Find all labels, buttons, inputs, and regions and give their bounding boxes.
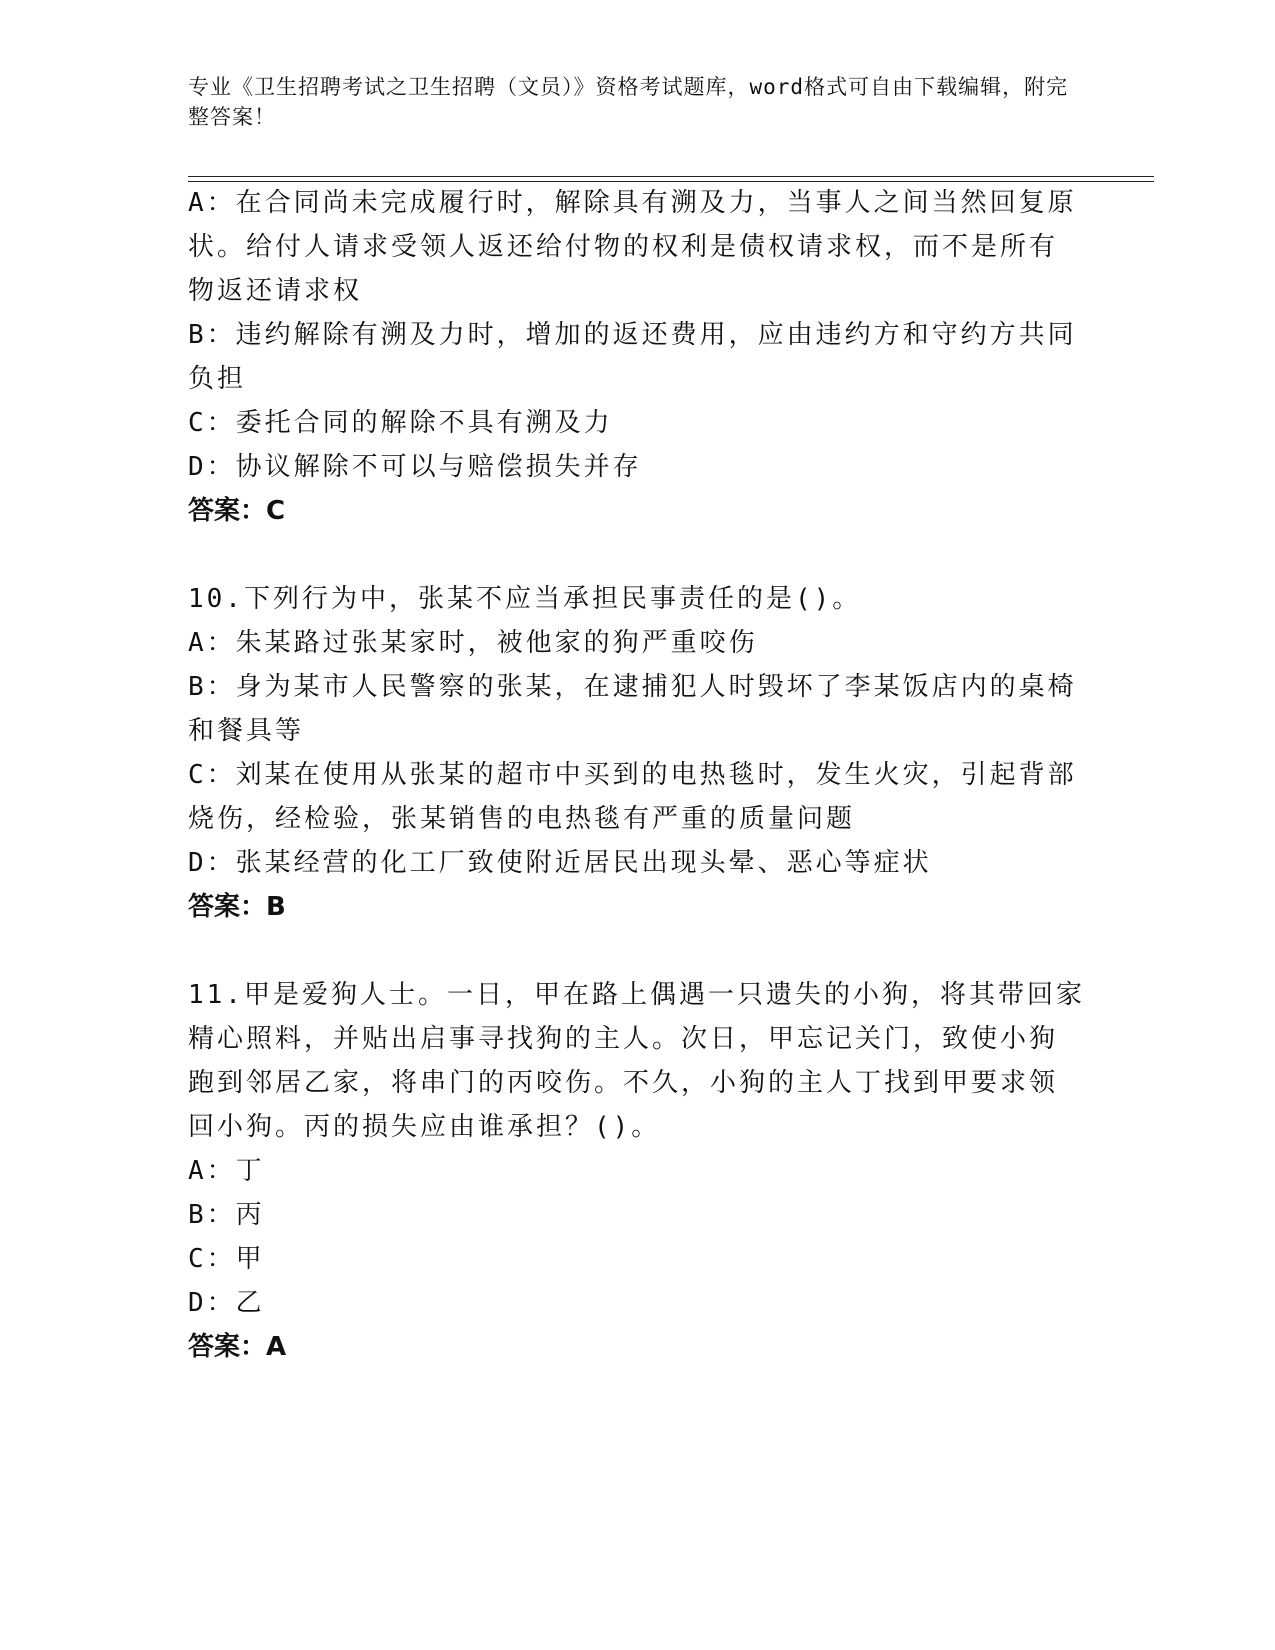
q11-stem-line1: 11.甲是爱狗人士。一日，甲在路上偶遇一只遗失的小狗，将其带回家	[188, 980, 1085, 1010]
q10-option-c-line1: C：刘某在使用从张某的超市中买到的电热毯时，发生火灾，引起背部	[188, 760, 1077, 790]
q10-option-c-line2: 烧伤，经检验，张某销售的电热毯有严重的质量问题	[188, 804, 856, 834]
q10-option-d: D：张某经营的化工厂致使附近居民出现头晕、恶心等症状	[188, 848, 932, 878]
q10-option-a: A：朱某路过张某家时，被他家的狗严重咬伤	[188, 628, 758, 658]
q9-option-b-line1: B：违约解除有溯及力时，增加的返还费用，应由违约方和守约方共同	[188, 320, 1077, 350]
q11-stem-line4: 回小狗。丙的损失应由谁承担？()。	[188, 1112, 661, 1142]
q11-option-d: D：乙	[188, 1288, 265, 1318]
q9-option-d: D：协议解除不可以与赔偿损失并存	[188, 452, 642, 482]
q11-option-a: A：丁	[188, 1156, 265, 1186]
header-divider-top	[188, 176, 1154, 177]
q9-answer: 答案：C	[188, 496, 286, 526]
q9-option-a-line1: A：在合同尚未完成履行时，解除具有溯及力，当事人之间当然回复原	[188, 188, 1077, 218]
q9-option-a-line3: 物返还请求权	[188, 276, 363, 306]
q9-option-b-line2: 负担	[188, 364, 247, 394]
q10-stem: 10.下列行为中，张某不应当承担民事责任的是()。	[188, 584, 862, 614]
q11-answer: 答案：A	[188, 1332, 287, 1362]
q9-option-a-line2: 状。给付人请求受领人返还给付物的权利是债权请求权，而不是所有	[188, 232, 1059, 262]
q11-stem-line3: 跑到邻居乙家，将串门的丙咬伤。不久，小狗的主人丁找到甲要求领	[188, 1068, 1059, 1098]
q11-option-c: C：甲	[188, 1244, 265, 1274]
q9-option-c: C：委托合同的解除不具有溯及力	[188, 408, 613, 438]
q10-option-b-line2: 和餐具等	[188, 716, 305, 746]
header-divider-bottom	[188, 181, 1154, 182]
q10-answer: 答案：B	[188, 892, 286, 922]
q11-stem-line2: 精心照料，并贴出启事寻找狗的主人。次日，甲忘记关门，致使小狗	[188, 1024, 1059, 1054]
document-header: 专业《卫生招聘考试之卫生招聘（文员）》资格考试题库，word格式可自由下载编辑，附完整答案！	[188, 75, 1069, 129]
q11-option-b: B：丙	[188, 1200, 265, 1230]
q10-option-b-line1: B：身为某市人民警察的张某，在逮捕犯人时毁坏了李某饭店内的桌椅	[188, 672, 1077, 702]
